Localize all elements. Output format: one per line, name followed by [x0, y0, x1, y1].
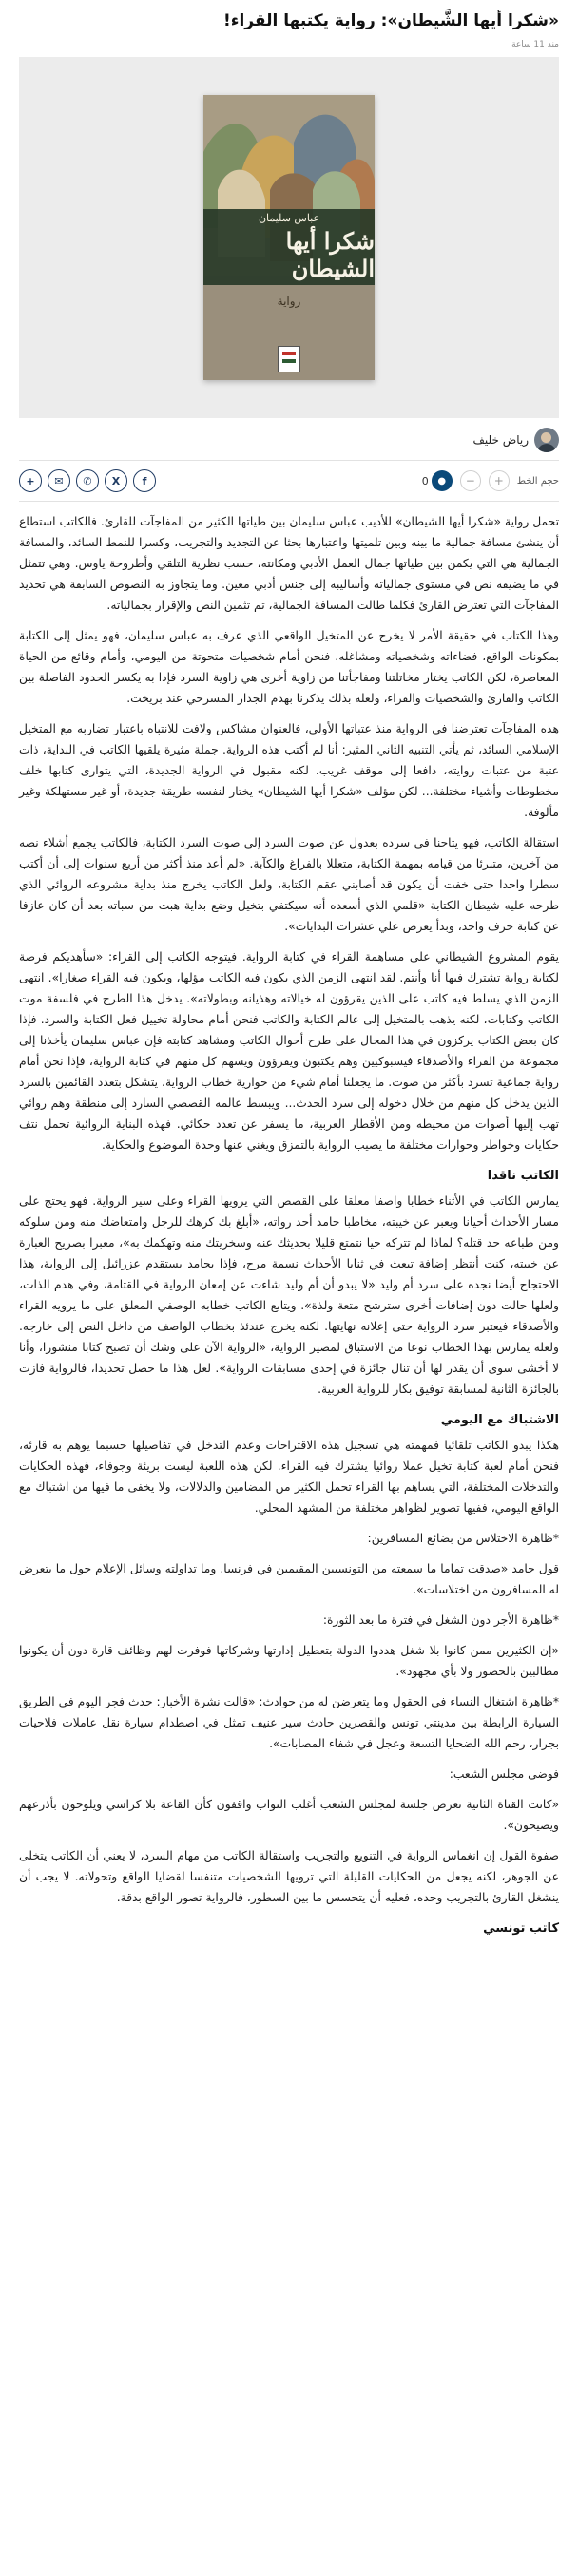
article-title: «شكرا أيها الشَّيطان»: رواية يكتبها القراء! [223, 11, 559, 30]
comment-icon: ● [432, 470, 453, 491]
paragraph: فوضى مجلس الشعب: [449, 1767, 559, 1781]
more-icon[interactable]: + [19, 469, 42, 492]
comments-button[interactable] [422, 470, 453, 491]
paragraph: صفوة القول إن انغماس الرواية في التنويع والتجريب واستقالة الكاتب من مهام السرد، لا يعني أن الكاتب يتخلى عن الجوهر، لكنه يجعل من الحكايات القليلة التي ترويها الشخصيات متنفسا لقضايا الواقع وتحولاته. لا يجب أن ينشغل القارئ بالتجريب وحده، فعليه أن يتحسس ما بين السطور، فالرواية تصور الواقع بدقة. [19, 1849, 559, 1904]
publisher-logo-icon [278, 346, 300, 372]
paragraph: يقوم المشروع الشيطاني على مساهمة القراء في كتابة الرواية. فيتوجه الكاتب إلى القراء: «سأهديكم فرصة لكتابة رواية تشترك فيها أنا وأنتم. لقد انتهى الزمن الذي يكون فيه الكاتب مؤلها، ويكون فيه القراء صغارا». انتهى الزمن الذي يسلط فيه كاتب على الذين يقرؤون له خيالاته وهذيانه وبطولاته». يدخل هذا الطرح في فلسفة موت الكاتب وكتابات، لكنه يذهب بالمتخيل إلى عالم الكتابة والكاتب فنحن أمام محاولة تخييل فعل الكتابة والسرد. فإذا كان بعض الكتاب يركزون في هذا المجال على طرح أحوال الكاتب ومشاهد كتابته فإن عباس سليمان يأخذنا إلى مجموعة من القراء والأصدقاء فيسبوكيين وهم يكتبون ويقرؤون ويسهم كل منهم في كتابة الرواية، فإذا نحن أمام رواية جماعية تسرد بأكثر من صوت. ما يجعلنا أمام شيء من حوارية خطاب الرواية، يتشكل بتعدد القائمين بالسرد الذين يدخل كل منهم من خلال دخوله إلى سرد الحدث... ويبسط عالمه القصصي السارد إلى منطقة وهم روائي تهب إليها أصوات من محيطه ومن الأقطار العربية، ما يسفر عن تعدد حكائي. فهذه البناية الروائية تحمل نتف حكايات وخواطر وحوارات مختلفة ما يصيب الرواية بالتمزق ويغني عنها وحدة الموضوع والحكاية. [19, 950, 559, 1152]
paragraph: هذه المفاجآت تعترضنا في الرواية منذ عتباتها الأولى، فالعنوان مشاكس ولافت للانتباه باعتبار تضاربه مع المتخيل الإسلامي السائد، ثم يأتي التنبيه الثاني المثير: أنا لم أكتب هذه الرواية. جملة مثيرة يلقيها الكاتب في البداية، ذات عتبة من عتبات روايته، دافعا إلى موقف غريب. لكنه مقبول في الرواية الجديدة، التي يتوارى كتابها خلف مخطوطات وأشياء مختلفة... لكن مؤلف «شكرا أيها الشيطان» يختار لنفسه طريقة جديدة، أو غير مستهلكة وغير مألوفة. [19, 722, 559, 819]
font-increase-button[interactable]: + [489, 470, 510, 491]
section-heading: الكاتب ناقدا [487, 1169, 559, 1183]
font-decrease-button[interactable]: − [460, 470, 481, 491]
author-footer: كاتب تونسي [483, 1921, 559, 1936]
article-page [10, 0, 568, 1936]
book-title: شكرا أيها الشيطان [285, 227, 375, 282]
book-genre: رواية [277, 295, 301, 308]
paragraph: قول حامد «صدقت تماما ما سمعته من التونسيين المقيمين في فرنسا. وما تداولته وسائل الإعلام حول ما يتعرض له المسافرون من اختلاسات». [19, 1562, 559, 1596]
article-hero-image [19, 57, 559, 418]
paragraph: «إن الكثيرين ممن كانوا بلا شغل هددوا الدولة بتعطيل إدارتها وشركاتها فوفرت لهم وظائف قارة دون أن يكونوا مطالبين بالحضور ولا بأي مجهود». [19, 1644, 559, 1678]
paragraph: استقالة الكاتب، فهو يتاحنا في سرده بعدول عن صوت السرد إلى صوت السرد الكتابة، فالكاتب يجمع أشلاء نصه من آخرين، متبرئا من قيامه بمهمة الكتابة، متعللا بالفراغ والكآبة. «لم أعد منذ أكثر من أربع سنوات إلى أن أكتب سطرا واحدا حتى خفت أن يكون قد أصابني عقم الكتابة، ولعل الكاتب يخرج منذ بداية مشروعه الروائي الذي طرحه عليه شيطان الكتابة «قلمي الذي أسعده أنه سيكتفي بتخيل وضع بداية هبت من سباته بعد أن كان عازفا عن كتابة حرف واحد، وبدأ يعرض علي عشرات البدايات». [19, 836, 559, 933]
comments-count: 0 [421, 474, 429, 487]
paragraph: وهذا الكتاب في حقيقة الأمر لا يخرج عن المتخيل الواقعي الذي عرف به عباس سليمان، فهو يمثل إلى الكتابة بمكونات الواقع، فضاءاته وشخصياته ومشاغله. فنحن أمام شخصيات متحوتة من اليومي، وأمام وقائع من الحياة المعاصرة، لكن الكاتب يختار مخاتلتنا ومفاجأتنا من زاوية أخرى هي زاوية السرد فإذا به يكسر الحدود الفاصلة بين الكاتب والقارئ والشخصيات والقراء، ولعله بذلك يذكرنا بهدم الجدار المسرحي عند بريخت. [19, 629, 559, 705]
facebook-icon[interactable]: f [133, 469, 156, 492]
paragraph: *ظاهرة الاختلاس من بضائع المسافرين: [367, 1532, 559, 1545]
x-icon[interactable]: X [105, 469, 127, 492]
paragraph: *ظاهرة اشتغال النساء في الحقول وما يتعرضن له من حوادث: «قالت نشرة الأخبار: حدث فجر اليوم في الطريق السيارة الرابطة بين مدينتي تونس والقصرين حادث سير عنيف تمثل في اصطدام سيارة نقل عاملات فلاحيات بجرار، رحم الله الضحايا التسعة وعجل في شفاء المصابات». [19, 1695, 559, 1750]
publish-time: منذ 11 ساعة [511, 40, 559, 49]
book-title-band [203, 209, 375, 285]
article-body [19, 511, 559, 1936]
whatsapp-icon[interactable]: ✆ [76, 469, 99, 492]
section-heading: الاشتباك مع اليومي [440, 1413, 559, 1427]
book-author: عباس سليمان [258, 212, 320, 224]
author-name[interactable]: رياض خليف [472, 433, 529, 447]
paragraph: تحمل رواية «شكرا أيها الشيطان» للأديب عباس سليمان بين طياتها الكثير من المفاجآت للقارئ. فالكاتب استطاع أن ينشئ مسافة جمالية ما بينه وبين تلميتها واعتبارها بحثا عن التجديد والتجريب، وكسرا للنمط السائد، والمسافة الجمالية هي التي يكمن بين طياتها جمال العمل الأدبي ومكانته، حسب نظرية التلقي وأطروحة ياوس. وهي تتمثل في ما يضيفه نص في مستوى جمالياته وأساليبه إلى جنس أدبي معين. وما يتجاوز به النصوص السابقة هي تحديد المفاجآت التي تعترض القارئ فكلما طالت المسافة الجمالية، تم تثمين النص والإقرار بجمالياته. [19, 515, 559, 612]
share-buttons [19, 469, 156, 492]
font-size-label: حجم الخط [516, 475, 559, 487]
article-toolbar [19, 460, 559, 502]
paragraph: يمارس الكاتب في الأثناء خطابا واصفا معلقا على القصص التي يرويها القراء وعلى سير الرواية. فهو يحتج على مسار الأحداث أحيانا ويعبر عن خيبته، مخاطبا حامد أحد رواته، «أبلغ بك كرهك للرجل وامتعاضك منه ومن سلوكه ومن طباعه حد قتله؟ لماذا لم تتركه حيا نتمتع قليلا بحديثك عنه وسخريتك منه وتهكمك به»، معبرا بصريح العبارة عن خيبته، كنت أنتظر إضافة تبعث في ثنايا الأحداث نسمة مرح، فإذا بحامد يستقدم عزرائيل إلى الرواية، هذا الاحتجاج أيضا نجده على سرد أم وليد «لا يبدو أن أم وليد شاءت عن إمعان الرواية في القتامة، وفي هدم الذات، ولعلها حالت دون إضافات أخرى سترشح متعة ولذة». ويتابع الكاتب خطابه الوصفي المعلق على ما يرويه القراء والأصدقاء فيعتبر سرد الرواية حتى إعلانه نهايتها. لكنه يخرج عندئذ بخطاب الواصف من داخل النص إلى خارجه. ولعله يمارس بهذا الخطاب نوعا من الاستباق لمصير الرواية، «الرواية الآن على وشك أن تصبح كتابا منشورا، وأنا لا أخشى سوى أن يقدر لها أن تنال جائزة في إحدى مسابقات الرواية». لعل هذا ما حصل تحديدا، فالرواية فازت بالجائزة الثانية لمسابقة توفيق بكار للرواية العربية. [19, 1194, 559, 1396]
author-avatar[interactable] [534, 428, 559, 452]
paragraph: «كانت القناة الثانية تعرض جلسة لمجلس الشعب أغلب النواب واقفون كأن القاعة بلا كراسي ويلوحون بأذرعهم ويصيحون». [19, 1798, 559, 1832]
font-size-controls [422, 470, 559, 491]
paragraph: *ظاهرة الأجر دون الشغل في فترة ما بعد الثورة: [322, 1613, 559, 1627]
book-cover [203, 95, 375, 380]
email-icon[interactable]: ✉ [48, 469, 70, 492]
byline [19, 428, 559, 452]
paragraph: هكذا يبدو الكاتب تلقائيا فمهمته هي تسجيل هذه الاقتراحات وعدم التدخل في تفاصيلها حسبما يوهم به قارئه، فنحن أمام لعبة كتابة تخيل عملا روائيا يشترك فيه القراء. لكن هذه اللعبة ليست بريئة وجوفاء، فهذه الحكايات والتدخلات المختلفة، التي يساهم بها القراء تحمل الكثير من المضامين والدلالات، ولا يخفى ما فيها من اشتباك مع الواقع اليومي، ففيها تصوير لظواهر مختلفة من المشهد المحلي. [19, 1439, 559, 1515]
